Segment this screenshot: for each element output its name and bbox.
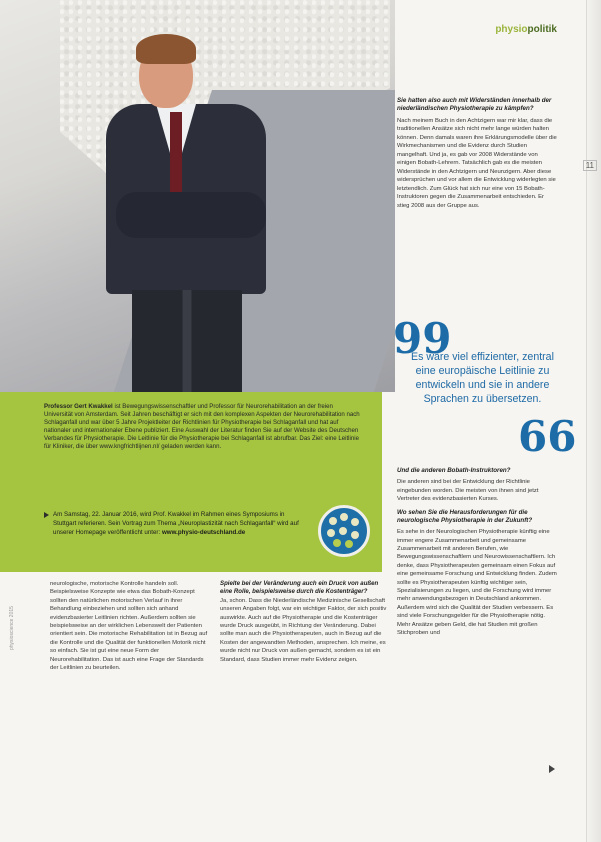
interview-question: Spielte bei der Veränderung auch ein Druck von außen eine Rolle, beispielsweise durch die Kostenträger?	[220, 580, 379, 596]
section-header	[495, 24, 557, 35]
crossed-arms	[116, 192, 266, 238]
caption-text: ist Bewegungswissenschaftler und Professor für Neurorehabilitation an der freien Universität von Amsterdam. Seit Jahren beschäftigt er sich mit den komplexen Aspekten der Neurorehabilitation nach Schlaganfall und war über 5 Jahre Projektleiter der Richtlinien für Physiotherapie bei Schlaganfall und hat auf nationaler und internationaler Ebene publiziert. Eine Auswahl der Literatur finden Sie auf der Website des Deutschen Verbandes für Physiotherapie. Die Leitlinie für die Physiotherapie bei Schlaganfall ist abrufbar. Das Ziel: eine Leitlinie für Kliniker, die über www.kngfrichtlijnen.nl/ geladen werden kann.	[44, 403, 360, 451]
interview-answer: Ja, schon. Dass die Niederländische Medizinische Gesellschaft unseren Angaben folgt, war ein wichtiger Faktor, der sich positiv auswirkte. Auch auf die Physiotherapie und die Kostenträger wurde Druck ausgeübt, in Richtung der Veränderung. Dabei sollte man auch die Physiotherapeuten, auch in Bezug auf die Kosten der angewandten Methoden, ansprechen. Ich meine, es wurde nicht nur Druck von außen gemacht, sondern es ist ein Standard, dass Studien immer mehr Evidenz zeigen.	[220, 597, 387, 663]
section-prefix: physio	[495, 24, 528, 35]
section-suffix: politik	[527, 24, 557, 35]
journal-side-mark: physioscience 2015	[9, 606, 15, 650]
right-column-top	[397, 97, 557, 210]
portrait-caption	[44, 403, 362, 452]
interview-answer: Es sehe in der Neurologischen Physiotherapie künftig eine immer engere Zusammenarbeit und gemeinsame Zusammenarbeit mit anderen Berufen, wie Bewegungswissenschaftlern und Neurowissenschaftlern. Ich denke, dass Physiotherapeuten gemeinsam einen Fokus auf eine gemeinsame Forschung und Entwicklung finden. Zudem sollte es Physiotherapeuten künftig wichtiger sein, Spezialisierungen zu liegen, und die Forschung wird immer mehr anwendungsbezogen in Deutschland ankommen. Außerdem wird sich die Qualität der Studien verbessern. Es sind viele Forschungsgelder für die Physiotherapie nötig. Mehr Ansätze geben Geld, die hat Studien mit großen Stichproben und	[397, 529, 557, 636]
interview-question: Und die anderen Bobath-Instruktoren?	[397, 467, 511, 474]
interview-answer: Die anderen sind bei der Entwicklung der Richtlinie eingebunden worden. Die meisten von ihnen sind jetzt Vertreter des evidenzbasierten Kurses.	[397, 479, 539, 503]
association-logo-icon	[318, 505, 370, 557]
tie	[170, 112, 182, 202]
quote-open-icon: 99	[393, 314, 452, 363]
right-column-bottom	[397, 462, 557, 637]
bottom-column-2	[220, 580, 388, 664]
event-note-url[interactable]: www.physio-deutschland.de	[161, 529, 246, 536]
portrait-photo	[0, 0, 395, 392]
interview-answer: Nach meinem Buch in den Achtzigern war mir klar, dass die traditionellen Ansätze sich nicht mehr lange würden halten können. Denn damals waren ihre Erklärungsmodelle über die Wirkmechanismen und die Evidenz durch Studien mangelhaft. Und ja, es gab vor 2008 Widerstände von einigen Bobath-Lehrern. Tatsächlich gab es die meisten Widerstände in den Achtzigern und Neunzigern. Aber diese widersprüchen und vor allem die Entwicklung widerlegten sie letztendlich. Zum Glück hat sich nur eine von 15 Bobath-Instruktoren gegen die Zusammenarbeit entschieden. Er stieg 2008 aus der Gruppe aus.	[397, 117, 557, 209]
event-note-text: Am Samstag, 22. Januar 2016, wird Prof. Kwakkel im Rahmen eines Symposiums in Stuttgart referieren. Sein Vortrag zum Thema „Neuroplastizität nach Schlaganfall“ wird auf unserer Homepage veröffentlicht unter:	[53, 511, 299, 536]
interview-question: Wo sehen Sie die Herausforderungen für die neurologische Physiotherapie in der Zukunft?	[397, 508, 533, 524]
portrait-person	[96, 30, 276, 392]
pull-quote: Es wäre viel effizienter, zentral eine europäische Leitlinie zu entwickeln und sie in andere Sprachen zu übersetzen.	[411, 351, 554, 405]
page-number: 11	[583, 160, 597, 171]
interview-question: Sie hatten also auch mit Widerständen innerhalb der niederländischen Physiotherapie zu kämpfen?	[397, 97, 552, 113]
event-note	[44, 510, 306, 537]
caption-name: Professor Gert Kwakkel	[44, 403, 113, 410]
trousers	[132, 290, 242, 392]
hair	[136, 34, 196, 64]
continue-arrow-icon	[549, 765, 555, 773]
bottom-column-1: neurologische, motorische Kontrolle handeln soll. Beispielsweise Konzepte wie etwa das Bobath-Konzept sollten den natürlichen motorischen Verlauf in ihrer Behandlung einbeziehen und sollten sich anhand evidenzbasierter Leitlinien richten. Außerdem sollten sie beispielsweise an der wirklichen Lebenswelt der Patienten orientiert sein. Die motorische Rehabilitation ist in Bezug auf die Kontrolle und die Qualität der funktionellen Motorik nicht so einfach. Sie ist gut eine neue Form der Neurorehabilitation. Das ist auch eine Frage der Standards der Leitlinien zu beurteilen.	[50, 581, 208, 672]
page-edge	[586, 0, 601, 842]
quote-close-icon: 66	[518, 412, 577, 461]
